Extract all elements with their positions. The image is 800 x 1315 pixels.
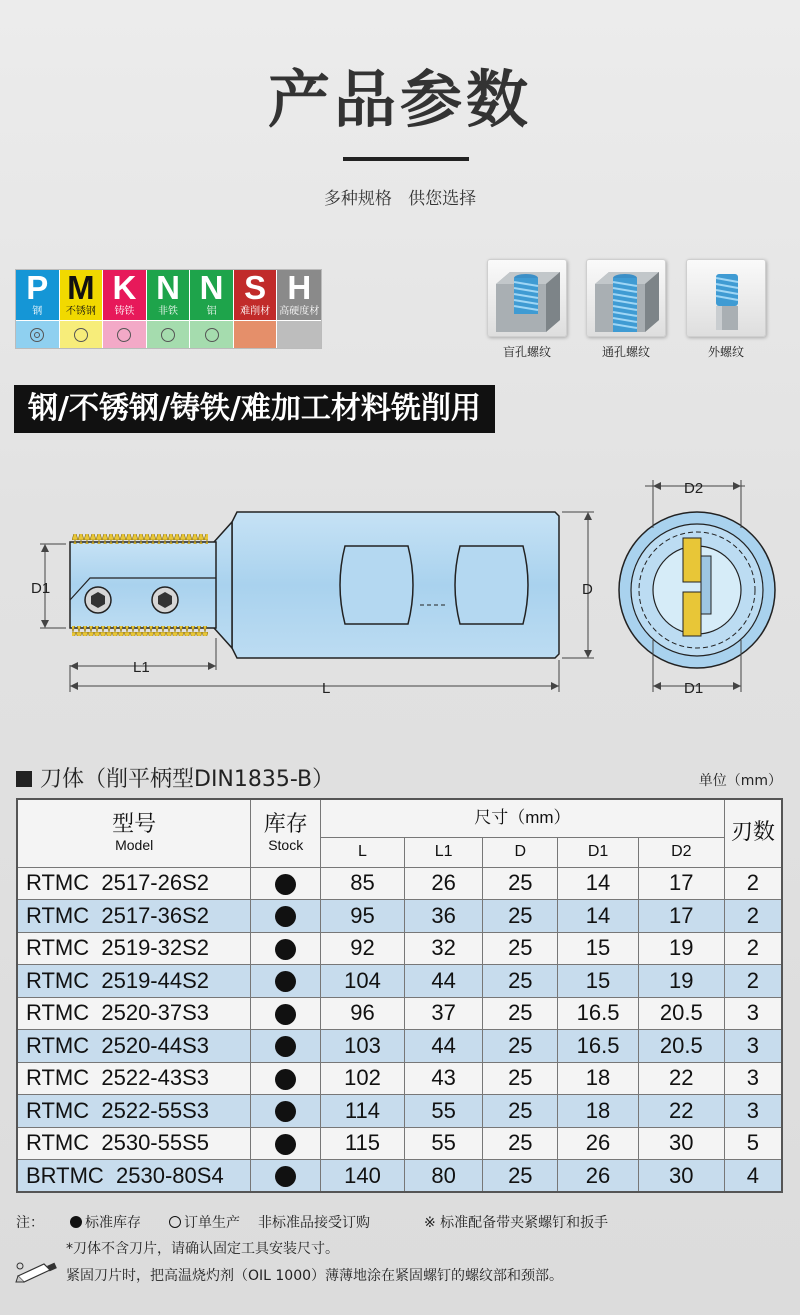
stock-dot-icon xyxy=(275,874,296,895)
section-title xyxy=(16,762,334,793)
cell-l1: 37 xyxy=(404,997,483,1030)
iso-material-name: 高硬度材 xyxy=(279,306,320,317)
cell-stock xyxy=(251,1127,321,1160)
cell-l1: 44 xyxy=(404,1030,483,1063)
insert-edge xyxy=(683,538,701,582)
cell-d: 25 xyxy=(483,1030,558,1063)
legend-stock-dot-icon xyxy=(70,1216,82,1228)
page-subtitle: 多种规格 供您选择 xyxy=(323,189,477,209)
header-col-d: D xyxy=(483,837,558,867)
stock-dot-icon xyxy=(275,1134,296,1155)
cell-stock xyxy=(251,932,321,965)
external-thread-icon xyxy=(686,259,766,337)
thread-card-external xyxy=(686,259,766,360)
notes-line-1 xyxy=(16,1212,608,1232)
cell-model: RTMC 2517-26S2 xyxy=(17,867,251,900)
cell-l: 115 xyxy=(321,1127,405,1160)
cell-d2: 19 xyxy=(638,932,724,965)
cell-d: 25 xyxy=(483,997,558,1030)
cell-l: 114 xyxy=(321,1095,405,1128)
cell-l: 104 xyxy=(321,965,405,998)
iso-letter: S xyxy=(244,269,267,306)
section-title-text: 刀体（削平柄型DIN1835-B） xyxy=(40,767,335,792)
cell-d1: 14 xyxy=(558,867,639,900)
blind-hole-thread-icon xyxy=(487,259,567,337)
shank-flat xyxy=(455,546,528,624)
cell-d2: 22 xyxy=(638,1062,724,1095)
notes-line-3: 紧固刀片时，把高温烧灼剂（OIL 1000）薄薄地涂在紧固螺钉的螺纹部和颈部。 xyxy=(66,1268,564,1284)
cell-d2: 20.5 xyxy=(638,997,724,1030)
cell-l1: 32 xyxy=(404,932,483,965)
dim-label-l1: L1 xyxy=(133,659,150,676)
header-model-cn: 型号 xyxy=(112,812,157,838)
cell-d1: 14 xyxy=(558,900,639,933)
circle-icon xyxy=(117,328,131,342)
cell-l1: 55 xyxy=(404,1127,483,1160)
thread-card-through xyxy=(586,259,666,360)
iso-cell-s-5 xyxy=(234,270,278,348)
header-stock xyxy=(251,799,321,867)
table-row xyxy=(17,1095,782,1128)
iso-letter: P xyxy=(26,269,49,306)
header-col-d2: D2 xyxy=(638,837,724,867)
cell-flutes: 4 xyxy=(724,1160,782,1193)
through-hole-thread-icon xyxy=(586,259,666,337)
cell-l: 95 xyxy=(321,900,405,933)
cell-flutes: 5 xyxy=(724,1127,782,1160)
table-row xyxy=(17,867,782,900)
title-divider xyxy=(343,157,469,161)
cell-model: RTMC 2522-55S3 xyxy=(17,1095,251,1128)
cell-flutes: 3 xyxy=(724,1062,782,1095)
cell-model: RTMC 2522-43S3 xyxy=(17,1062,251,1095)
cell-model: RTMC 2520-44S3 xyxy=(17,1030,251,1063)
cell-stock xyxy=(251,900,321,933)
cell-d1: 16.5 xyxy=(558,1030,639,1063)
iso-material-name: 难削材 xyxy=(240,306,271,317)
dim-label-d: D xyxy=(582,581,593,598)
iso-material-grid xyxy=(15,269,322,349)
thread-label-blind: 盲孔螺纹 xyxy=(502,345,551,359)
cell-d1: 26 xyxy=(558,1127,639,1160)
table-row xyxy=(17,965,782,998)
header-size: 尺寸（mm） xyxy=(321,799,725,837)
table-row xyxy=(17,1160,782,1193)
cell-d2: 30 xyxy=(638,1160,724,1193)
cell-d: 25 xyxy=(483,1062,558,1095)
thread-label-through: 通孔螺纹 xyxy=(601,345,650,359)
legend-stock: 标准库存 xyxy=(85,1215,141,1231)
cell-d1: 18 xyxy=(558,1095,639,1128)
legend-order-circle-icon xyxy=(169,1216,181,1228)
cell-model: RTMC 2519-44S2 xyxy=(17,965,251,998)
cell-d: 25 xyxy=(483,965,558,998)
iso-material-name: 钢 xyxy=(32,306,43,317)
cell-stock xyxy=(251,1062,321,1095)
cell-l: 103 xyxy=(321,1030,405,1063)
cell-d: 25 xyxy=(483,1095,558,1128)
iso-letter: M xyxy=(67,269,95,306)
iso-letter: K xyxy=(112,269,137,306)
thread-card-blind xyxy=(487,259,567,360)
cell-d1: 18 xyxy=(558,1062,639,1095)
oil-tube-icon xyxy=(14,1258,64,1286)
cell-d1: 15 xyxy=(558,965,639,998)
dim-label-l: L xyxy=(322,680,331,697)
stock-dot-icon xyxy=(275,1036,296,1057)
cell-d2: 30 xyxy=(638,1127,724,1160)
cell-d2: 17 xyxy=(638,900,724,933)
cell-stock xyxy=(251,1030,321,1063)
insert-edge xyxy=(683,592,701,636)
iso-material-name: 铸铁 xyxy=(114,306,135,317)
cell-flutes: 2 xyxy=(724,932,782,965)
header-flutes: 刃数 xyxy=(724,799,782,867)
insert-teeth-top xyxy=(72,534,208,544)
cell-flutes: 3 xyxy=(724,1030,782,1063)
circle-icon xyxy=(74,328,88,342)
dim-label-d1-end: D1 xyxy=(684,680,704,697)
cell-model: RTMC 2519-32S2 xyxy=(17,932,251,965)
iso-material-name: 不锈钢 xyxy=(65,306,96,317)
table-row xyxy=(17,1062,782,1095)
stock-dot-icon xyxy=(275,971,296,992)
cutter-head xyxy=(70,542,216,628)
cell-l1: 43 xyxy=(404,1062,483,1095)
cell-stock xyxy=(251,965,321,998)
cell-l1: 44 xyxy=(404,965,483,998)
cell-d2: 20.5 xyxy=(638,1030,724,1063)
iso-letter: N xyxy=(156,269,180,306)
cell-model: BRTMC 2530-80S4 xyxy=(17,1160,251,1193)
cell-l1: 26 xyxy=(404,867,483,900)
iso-letter: H xyxy=(287,269,312,306)
stock-dot-icon xyxy=(275,939,296,960)
thread-label-external: 外螺纹 xyxy=(707,345,744,359)
iso-cell-n-3 xyxy=(147,270,191,348)
notes-line-2: *刀体不含刀片，请确认固定工具安装尺寸。 xyxy=(66,1241,339,1257)
iso-cell-p-0 xyxy=(16,270,60,348)
header-col-l: L xyxy=(321,837,405,867)
cell-d2: 22 xyxy=(638,1095,724,1128)
circle-icon xyxy=(161,328,175,342)
cell-d: 25 xyxy=(483,867,558,900)
circle-icon xyxy=(205,328,219,342)
notes-prefix: 注： xyxy=(16,1215,44,1231)
iso-cell-m-1 xyxy=(60,270,104,348)
stock-dot-icon xyxy=(275,1101,296,1122)
cell-d: 25 xyxy=(483,932,558,965)
legend-std-note: ※ 标准配备带夹紧螺钉和扳手 xyxy=(424,1215,609,1231)
cell-d: 25 xyxy=(483,900,558,933)
table-row xyxy=(17,932,782,965)
cell-d1: 26 xyxy=(558,1160,639,1193)
header-model xyxy=(17,799,251,867)
cell-l: 140 xyxy=(321,1160,405,1193)
iso-material-name: 非铁 xyxy=(158,306,179,317)
section-square-icon xyxy=(16,771,32,787)
cell-l: 102 xyxy=(321,1062,405,1095)
cell-d1: 16.5 xyxy=(558,997,639,1030)
stock-dot-icon xyxy=(275,1004,296,1025)
cell-model: RTMC 2517-36S2 xyxy=(17,900,251,933)
header-stock-en: Stock xyxy=(268,837,304,854)
insert-teeth-bottom xyxy=(72,626,208,636)
drawing-svg xyxy=(0,460,800,730)
double-circle-icon xyxy=(30,328,44,342)
cell-l1: 55 xyxy=(404,1095,483,1128)
dim-label-d2: D2 xyxy=(684,480,704,497)
stock-dot-icon xyxy=(275,1069,296,1090)
cell-flutes: 3 xyxy=(724,1095,782,1128)
iso-material-name: 铝 xyxy=(206,306,217,317)
cell-flutes: 3 xyxy=(724,997,782,1030)
cell-flutes: 2 xyxy=(724,900,782,933)
tool-technical-drawing xyxy=(0,460,800,730)
cell-l: 85 xyxy=(321,867,405,900)
cell-stock xyxy=(251,997,321,1030)
cell-flutes: 2 xyxy=(724,867,782,900)
cell-l: 96 xyxy=(321,997,405,1030)
table-row xyxy=(17,1030,782,1063)
cell-d: 25 xyxy=(483,1127,558,1160)
cell-d1: 15 xyxy=(558,932,639,965)
shank-flat xyxy=(340,546,413,624)
cell-l1: 80 xyxy=(404,1160,483,1193)
cell-stock xyxy=(251,867,321,900)
legend-nonstd: 非标准品接受订购 xyxy=(258,1215,370,1231)
header-model-en: Model xyxy=(115,837,154,854)
table-row xyxy=(17,900,782,933)
stock-dot-icon xyxy=(275,1166,296,1187)
legend-order: 订单生产 xyxy=(184,1215,240,1231)
cell-model: RTMC 2520-37S3 xyxy=(17,997,251,1030)
table-row xyxy=(17,1127,782,1160)
iso-cell-n-4 xyxy=(190,270,234,348)
iso-letter: N xyxy=(199,269,224,306)
cell-l: 92 xyxy=(321,932,405,965)
iso-cell-k-2 xyxy=(103,270,147,348)
stock-dot-icon xyxy=(275,906,296,927)
spec-table xyxy=(16,798,783,1193)
cell-stock xyxy=(251,1160,321,1193)
cell-d: 25 xyxy=(483,1160,558,1193)
header-col-l1: L1 xyxy=(404,837,483,867)
unit-label: 单位（mm） xyxy=(698,773,782,789)
application-banner: 钢/不锈钢/铸铁/难加工材料铣削用 xyxy=(14,385,495,433)
cell-l1: 36 xyxy=(404,900,483,933)
cell-d2: 19 xyxy=(638,965,724,998)
header-col-d1: D1 xyxy=(558,837,639,867)
cell-model: RTMC 2530-55S5 xyxy=(17,1127,251,1160)
cell-flutes: 2 xyxy=(724,965,782,998)
cell-d2: 17 xyxy=(638,867,724,900)
dim-label-d1: D1 xyxy=(31,580,51,597)
iso-cell-h-6 xyxy=(277,270,321,348)
header-stock-cn: 库存 xyxy=(263,812,308,838)
page-title: 产品参数 xyxy=(267,63,532,136)
cell-stock xyxy=(251,1095,321,1128)
table-row xyxy=(17,997,782,1030)
